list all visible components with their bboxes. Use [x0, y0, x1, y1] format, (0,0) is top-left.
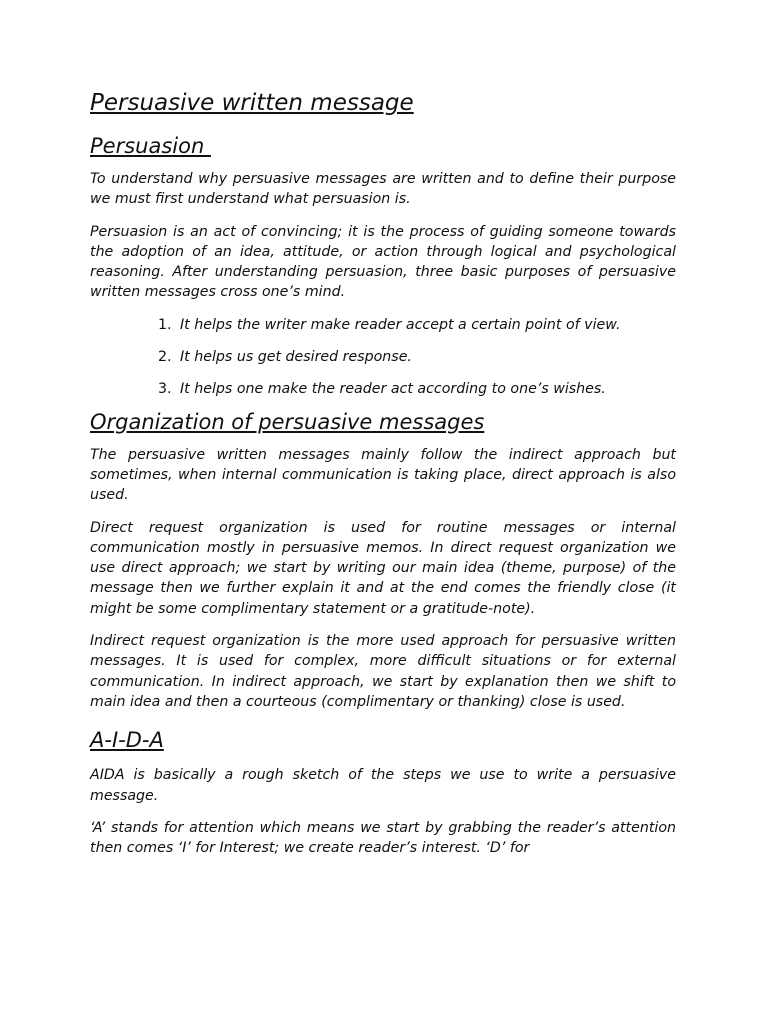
- purposes-list: [90, 315, 676, 400]
- section-heading-organization: Organization of persuasive messages: [90, 409, 485, 434]
- list-item-text: It helps us get desired response.: [180, 349, 412, 366]
- paragraph: Persuasion is an act of convincing; it is the process of guiding someone towards the adoption of an idea, attitude, or action through logical and psychological reasoning. After understanding persuasion, three basic purposes of persuasive written messages cross one’s mind.: [90, 223, 676, 301]
- document-page: [90, 88, 676, 858]
- list-number: 3.: [158, 381, 172, 398]
- list-item-text: It helps the writer make reader accept a certain point of view.: [180, 316, 621, 333]
- list-number: 2.: [158, 349, 172, 366]
- section-heading-aida: A-I-D-A: [90, 728, 164, 753]
- document-title: Persuasive written message: [90, 90, 414, 116]
- list-item: [90, 379, 676, 399]
- paragraph: The persuasive written messages mainly follow the indirect approach but sometimes, when internal communication is taking place, direct approach is also used.: [90, 446, 676, 504]
- section-heading-persuasion: Persuasion: [90, 134, 211, 158]
- paragraph: Indirect request organization is the more used approach for persuasive written messages. It is used for complex, more difficult situations or for external communication. In indirect approach, we start by explanation then we shift to main idea and then a courteous (complimentary or thanking) close is used.: [90, 633, 676, 710]
- paragraph: To understand why persuasive messages are written and to define their purpose we must first understand what persuasion is.: [90, 171, 676, 208]
- list-number: 1.: [158, 316, 172, 333]
- paragraph: ‘A’ stands for attention which means we start by grabbing the reader’s attention then comes ‘I’ for Interest; we create reader’s interest. ‘D’ for: [90, 819, 676, 857]
- list-item: [90, 347, 676, 367]
- list-item: [90, 315, 676, 335]
- paragraph: AIDA is basically a rough sketch of the steps we use to write a persuasive message.: [90, 767, 676, 804]
- list-item-text: It helps one make the reader act according to one’s wishes.: [180, 381, 606, 398]
- paragraph: Direct request organization is used for routine messages or internal communication mostly in persuasive memos. In direct request organization we use direct approach; we start by writing our main idea (theme, purpose) of the message then we further explain it and at the end comes the friendly close (it might be some complimentary statement or a gratitude-note).: [90, 519, 676, 617]
